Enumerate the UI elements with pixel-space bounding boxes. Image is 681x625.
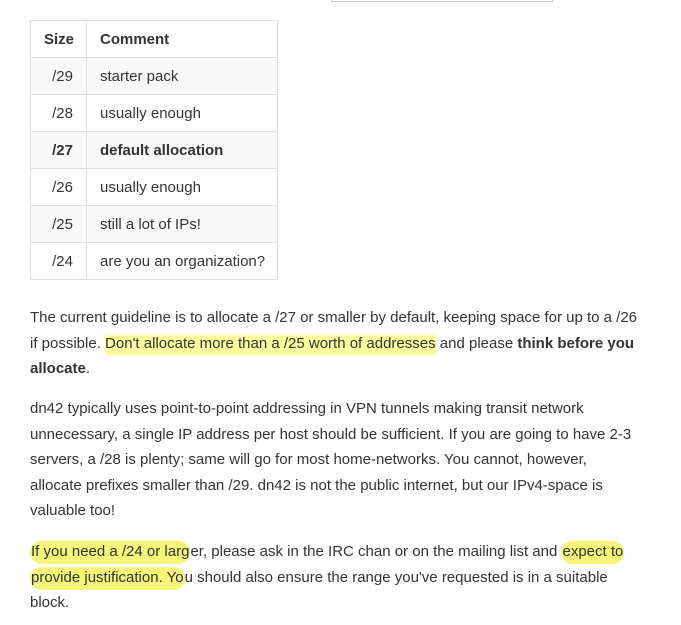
cell-size: /28 bbox=[31, 95, 87, 132]
justification-text: er, please ask in the IRC chan or on the mailing list and bbox=[190, 543, 562, 560]
header-size: Size bbox=[31, 21, 87, 58]
cell-comment: usually enough bbox=[87, 95, 278, 132]
marker-highlight-2: expect to provide justification. Yo bbox=[30, 541, 624, 590]
cell-size: /27 bbox=[31, 132, 87, 169]
cell-size: /24 bbox=[31, 243, 87, 280]
table-row bbox=[31, 243, 278, 280]
allocation-size-table bbox=[30, 20, 278, 280]
cell-size: /25 bbox=[31, 206, 87, 243]
guideline-period: . bbox=[85, 360, 91, 377]
cell-size: /26 bbox=[31, 169, 87, 206]
justification-paragraph bbox=[30, 539, 640, 616]
table-header-row bbox=[31, 21, 278, 58]
guideline-text: The current guideline is to allocate a /27 or smaller by default, keeping space for up to a /26 if possible. bbox=[30, 309, 638, 352]
table-row bbox=[31, 58, 278, 95]
table-row bbox=[31, 95, 278, 132]
cell-comment: starter pack bbox=[87, 58, 278, 95]
addressing-paragraph: dn42 typically uses point-to-point addressing in VPN tunnels making transit network unnecessary, a single IP address per host should be sufficient. If you are going to have 2-3 servers, a /28 is plenty; same will go for most home-networks. You cannot, however, allocate prefixes smaller than /29. dn42 is not the public internet, but our IPv4-space is valuable too! bbox=[30, 400, 632, 519]
header-comment: Comment bbox=[87, 21, 278, 58]
cell-size: /29 bbox=[31, 58, 87, 95]
cell-comment: usually enough bbox=[87, 169, 278, 206]
cell-comment: still a lot of IPs! bbox=[87, 206, 278, 243]
cell-comment: default allocation bbox=[87, 132, 278, 169]
marker-highlight-1: If you need a /24 or larg bbox=[30, 541, 190, 564]
table-row bbox=[31, 169, 278, 206]
table-row-default bbox=[31, 132, 278, 169]
guideline-highlight: Don't allocate more than a /25 worth of addresses bbox=[105, 335, 436, 355]
guideline-bold: think before you allocate bbox=[30, 334, 635, 377]
guideline-paragraph bbox=[30, 305, 640, 382]
top-box-edge bbox=[331, 0, 553, 2]
guideline-text-2: and please bbox=[435, 334, 518, 352]
cell-comment: are you an organization? bbox=[87, 243, 278, 280]
table-row bbox=[31, 206, 278, 243]
justification-text-2: u should also ensure the range you've requested is in a suitable block. bbox=[30, 568, 608, 611]
